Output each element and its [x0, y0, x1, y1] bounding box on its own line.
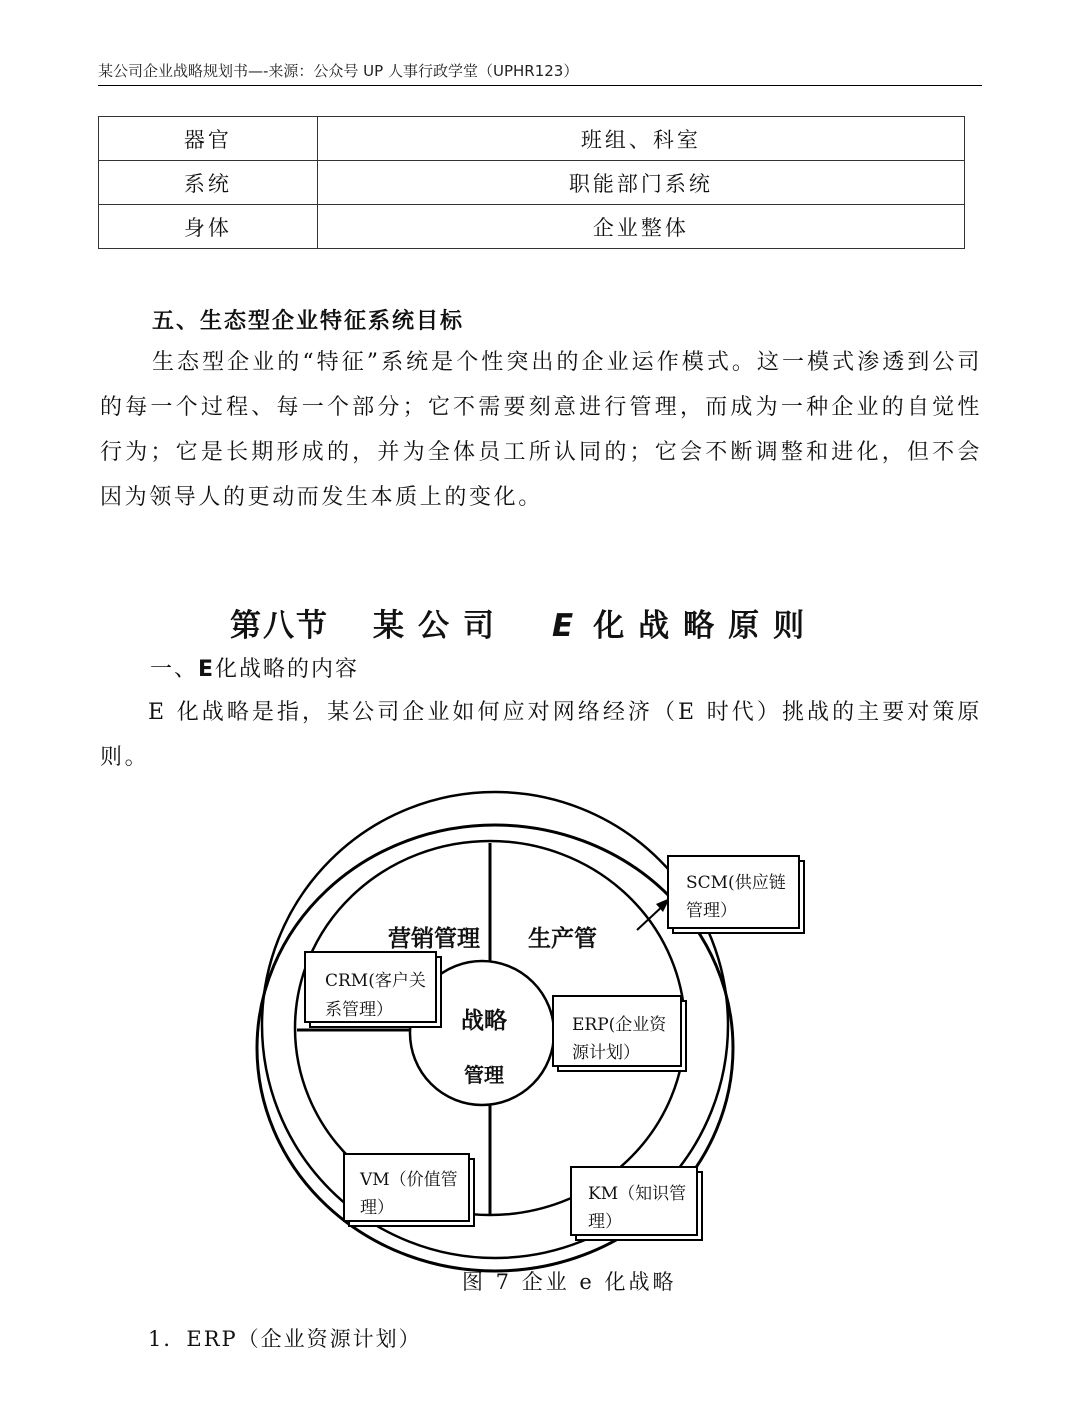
km-label-line2: 理）: [588, 1212, 622, 1232]
table-cell: 系统: [99, 161, 318, 205]
erp-label-line1: ERP(企业资: [572, 1015, 667, 1035]
crm-label-line1: CRM(客户关: [325, 971, 426, 991]
body-paragraph: 生态型企业的“特征”系统是个性突出的企业运作模式。这一模式渗透到公司的每一个过程、每一个部分；它不需要刻意进行管理，而成为一种企业的自觉性行为；它是长期形成的，并为全体员工所认同的；它会不断调整和进化，但不会因为领导人的更动而发生本质上的变化。: [100, 350, 982, 510]
vm-label-line1: VM（价值管: [360, 1170, 458, 1190]
scm-label-line1: SCM(供应链: [686, 873, 786, 893]
vm-label-line2: 理）: [360, 1198, 394, 1218]
chapter-topic: 化战略原则: [593, 608, 819, 644]
table-cell: 班组、科室: [317, 117, 964, 161]
chapter-number: 第八节: [230, 608, 329, 644]
section-heading: 五、生态型企业特征系统目标: [152, 308, 465, 334]
marketing-label: 营销管理: [388, 926, 480, 952]
erp-label-line2: 源计划）: [572, 1043, 640, 1063]
subsection-text: 化战略的内容: [215, 657, 360, 682]
center-label-top: 战略: [461, 1008, 507, 1034]
chapter-company: 某公司: [373, 608, 508, 644]
center-label-bottom: 管理: [464, 1063, 504, 1087]
subsection-e-letter: E: [198, 657, 216, 682]
chapter-e-letter: E: [552, 608, 576, 644]
km-label-line1: KM（知识管: [588, 1184, 687, 1204]
figure-caption: 图 7 企业 e 化战略: [462, 1270, 677, 1294]
production-label: 生产管: [528, 926, 597, 952]
table-cell: 器官: [99, 117, 318, 161]
scm-label-line2: 管理）: [686, 901, 737, 921]
body-paragraph: E 化战略是指，某公司企业如何应对网络经济（E 时代）挑战的主要对策原则。: [100, 700, 982, 770]
page-header: 某公司企业战略规划书—-来源：公众号 UP 人事行政学堂（UPHR123）: [98, 62, 579, 80]
table-cell: 企业整体: [317, 205, 964, 249]
subsection-prefix: 一、: [150, 657, 199, 682]
list-item: 1．ERP（企业资源计划）: [148, 1327, 422, 1351]
table-cell: 职能部门系统: [317, 161, 964, 205]
crm-label-line2: 系管理）: [325, 1000, 393, 1020]
table-cell: 身体: [99, 205, 318, 249]
